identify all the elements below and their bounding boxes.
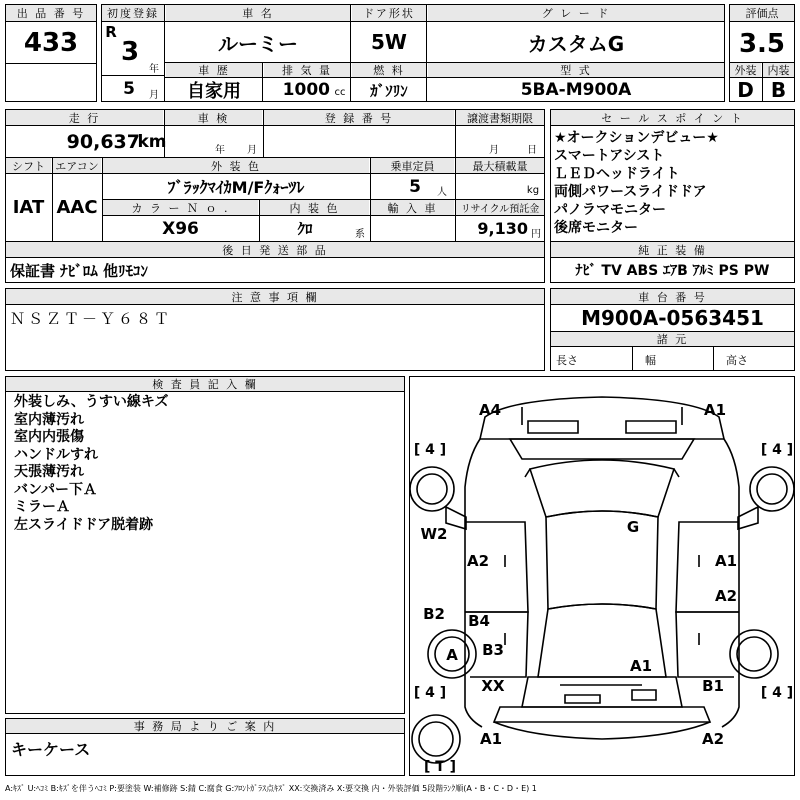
later-parts-label: 後 日 発 送 部 品: [6, 242, 544, 257]
capacity-unit: 人: [437, 186, 447, 198]
ext-color-value: ﾌﾞﾗｯｸﾏｲｶM/Fｸｫｰﾂﾚ: [167, 178, 305, 197]
dimensions-label: 諸 元: [551, 332, 794, 346]
damage-mark: B2: [423, 605, 445, 623]
damage-mark: A1: [629, 657, 653, 675]
inspection-month-unit: 月: [247, 144, 257, 156]
aircon-label: エアコン: [53, 158, 101, 173]
capacity-value: 5: [409, 176, 421, 197]
tire-rear-right: [ 4 ]: [760, 685, 794, 701]
exterior-score: D: [737, 78, 754, 102]
damage-mark: A2: [701, 730, 725, 748]
tire-spare: [ T ]: [423, 759, 457, 775]
car-name-value: ルーミー: [218, 31, 298, 56]
recycle-value: 9,130: [477, 219, 528, 238]
tire-front-right: [ 4 ]: [760, 442, 794, 458]
damage-mark: B3: [482, 641, 504, 659]
sales-point: パノラマモニター: [554, 202, 666, 218]
car-diagram: [410, 377, 794, 775]
caution-label: 注 意 事 項 欄: [6, 289, 544, 304]
damage-mark: A1: [703, 401, 727, 419]
history-value: 自家用: [187, 81, 241, 102]
max-load-unit: kg: [526, 184, 540, 196]
shift-label: シフト: [6, 158, 51, 173]
equipment-value: ﾅﾋﾞ TV ABS ｴｱB ｱﾙﾐ PS PW: [575, 263, 770, 279]
inspection-label: 車 検: [165, 110, 262, 125]
int-color-unit: 系: [355, 228, 365, 240]
aircon-value: AAC: [56, 196, 98, 218]
max-load-label: 最大積載量: [456, 158, 544, 173]
grade-value: カスタムG: [527, 31, 625, 56]
color-no-label: カ ラ ー Ｎ ｏ .: [103, 200, 258, 215]
transfer-day-unit: 日: [527, 144, 537, 156]
transfer-month-unit: 月: [489, 144, 499, 156]
inspector-note: ハンドルすれ: [14, 446, 98, 463]
score-label: 評価点: [730, 5, 794, 21]
fuel-label: 燃 料: [352, 63, 426, 77]
damage-mark: A2: [466, 552, 490, 570]
damage-mark: G: [626, 518, 640, 536]
car-diagram-box: [409, 376, 795, 776]
recycle-unit: 円: [531, 228, 541, 240]
length-label: 長さ: [556, 354, 578, 367]
chassis-number: M900A-0563451: [581, 306, 764, 330]
month-unit: 月: [149, 89, 159, 101]
damage-mark: B1: [702, 677, 724, 695]
ext-color-label: 外 装 色: [103, 158, 369, 173]
history-label: 車 歴: [166, 63, 262, 77]
inspector-box: [5, 376, 405, 714]
tire-front-left: [ 4 ]: [413, 442, 447, 458]
width-label: 幅: [645, 354, 656, 367]
model-value: 5BA-M900A: [520, 80, 632, 100]
year-value: 3: [120, 37, 140, 67]
later-parts-value: 保証書 ﾅﾋﾞﾛﾑ 他ﾘﾓｺﾝ: [10, 261, 148, 280]
displacement-unit: cc: [334, 86, 346, 98]
legend: A:ｷｽﾞ U:ﾍｺﾐ B:ｷｽﾞを伴うﾍｺﾐ P:要塗装 W:補修跡 S:錆 C:腐食 G:ﾌﾛﾝﾄｶﾞﾗｽ点ｷｽﾞ XX:交換済み X:要交換 内・外装評価 5段階ﾗﾝｸ順(A・B・C・D・E) 1: [5, 783, 537, 793]
sales-point: ★オークションデビュー★: [554, 130, 719, 146]
sales-point: 両側パワースライドドア: [554, 184, 707, 200]
caution-value: ＮＳＺＴ－Ｙ６８Ｔ: [10, 309, 173, 328]
damage-mark: A2: [714, 587, 738, 605]
office-box: [5, 718, 405, 776]
grade-label: グ レ ー ド: [428, 5, 724, 21]
mileage-label: 走 行: [6, 110, 163, 125]
mileage-value: 90,637: [66, 131, 140, 153]
damage-mark: XX: [481, 677, 505, 695]
displacement-value: 1000: [282, 80, 330, 100]
exterior-label: 外装: [730, 63, 761, 77]
sales-point: ＬＥＤヘッドライト: [554, 166, 680, 182]
registration-label: 登 録 番 号: [264, 110, 454, 125]
damage-mark: A1: [479, 730, 503, 748]
inspector-note: 室内内張傷: [14, 429, 84, 445]
damage-mark: W2: [420, 525, 448, 543]
inspector-note: ミラーＡ: [14, 499, 70, 515]
capacity-label: 乗車定員: [371, 158, 454, 173]
fuel-value: ｶﾞｿﾘﾝ: [370, 81, 408, 100]
damage-mark: A4: [478, 401, 502, 419]
sales-points-label: セ ー ル ス ポ イ ン ト: [551, 110, 794, 125]
inspector-note: バンパー下Ａ: [14, 481, 98, 498]
damage-mark: A1: [714, 552, 738, 570]
equipment-label: 純 正 装 備: [551, 242, 794, 257]
month-value: 5: [123, 79, 135, 99]
sales-point: 後席モニター: [554, 220, 638, 236]
office-note: キーケース: [11, 739, 91, 759]
chassis-label: 車 台 番 号: [551, 289, 794, 304]
car-name-label: 車 名: [166, 5, 350, 21]
score-value: 3.5: [738, 29, 786, 59]
inspector-note: 天張薄汚れ: [14, 464, 84, 480]
color-no-value: X96: [162, 218, 199, 239]
lot-label: 出 品 番 号: [6, 5, 96, 22]
model-label: 型 式: [428, 63, 724, 77]
import-label: 輸 入 車: [371, 200, 454, 215]
mileage-unit: km: [137, 132, 167, 152]
doors-label: ドア形状: [352, 5, 426, 21]
sales-point: スマートアシスト: [554, 148, 665, 164]
inspection-year-unit: 年: [215, 144, 225, 156]
damage-mark: B4: [468, 612, 490, 630]
shift-value: IAT: [12, 196, 45, 218]
year-unit: 年: [149, 63, 159, 75]
int-color-value: ｸﾛ: [297, 220, 313, 238]
transfer-label: 譲渡書類期限: [456, 110, 544, 125]
inspector-note: 室内薄汚れ: [14, 411, 84, 428]
doors-value: 5W: [371, 30, 407, 54]
tire-rear-left: [ 4 ]: [413, 685, 447, 701]
office-label: 事 務 局 よ り ご 案 内: [6, 719, 404, 734]
interior-score: B: [770, 78, 787, 102]
recycle-label: リサイクル預託金: [456, 200, 544, 215]
inspector-note: 左スライドドア脱着跡: [14, 516, 154, 533]
first-reg-label: 初度登録: [102, 5, 164, 21]
interior-label: 内装: [763, 63, 794, 77]
displacement-label: 排 気 量: [264, 63, 350, 77]
height-label: 高さ: [726, 354, 748, 367]
lot-number: 433: [23, 28, 79, 58]
era-value: R: [105, 23, 117, 41]
lot-box: [5, 4, 97, 102]
inspector-label: 検 査 員 記 入 欄: [6, 377, 404, 392]
inspector-note: 外装しみ、うすい線キズ: [14, 394, 169, 410]
damage-mark: A: [446, 646, 458, 664]
int-color-label: 内 装 色: [260, 200, 369, 215]
